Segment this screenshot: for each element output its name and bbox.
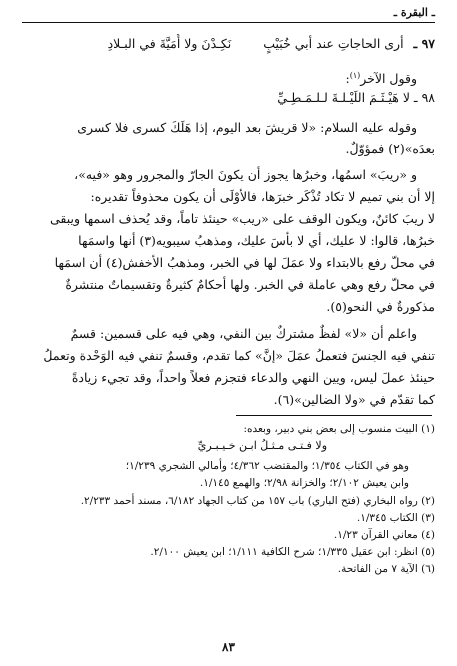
paragraph-line: في محلّ رفع وهي عاملة في الخبر. ولها أحكامٌ كثيرةٌ وتقسيماتٌ منتشرةٌ [65,277,435,292]
footnote-2: (٢) رواه البخاري (فتح الباري) باب ١٥٧ من كتاب الجهاد ٦/١٨٢، مسند أحمد ٢/٢٣٣. [80,495,435,507]
footnote-ref: (١) [349,71,361,80]
verse-97 [26,34,435,54]
paragraph-line: لا ريبَ كائنٌ، ويكون الوقف على «ريب» حينئذ تاماً، وقد يُحذف اسمها ويبقى [49,211,435,226]
footnote-3: (٣) الكتاب ١/٣٤٥. [356,512,435,524]
footnote-6: (٦) الآية ٧ من الفاتحة. [337,563,435,575]
footnote-1: (١) البيت منسوب إلى بعض بني دبير، وبعده: [243,423,435,435]
paragraph-line: واعلم أن «لا» لفظٌ مشتركٌ بين النفي، وهي فيه على قسمين: قسمٌ [70,326,417,341]
verse-98: ٩٨ ـ لا هَيْـثَـمَ اللَيْـلـةَ لـلـمَـطِـيِّ [277,90,435,105]
footnote-1-sources: وهو في الكتاب ١/٣٥٤؛ والمقتضب ٤/٣٦٢؛ وأمالي الشجري ١/٢٣٩؛ [125,460,409,472]
footnote-5: (٥) انظر: ابن عقيل ١/٣٣٥؛ شرح الكافية ١/١١١؛ ابن يعيش ٢/١٠٠. [150,546,435,558]
running-header [22,6,435,23]
footnote-1-verse: ولا فـتـى مـثـلُ ابـن خـيـبـريِّ [197,439,327,452]
paragraph-line: تنفي فيه الجنسَ فتعملُ عمَلَ «إنَّ» كما تقدم، وقسمٌ تنفي فيه الوَحْدة وتعملُ [43,348,435,363]
paragraph-line: مذكورةٌ في النحو(٥). [326,299,435,314]
paragraph-line: و «ريبَ» اسمُها، وخبرُها يجوز أن يكونَ الجارّ والمجرور وهو «فيه»، [74,167,417,182]
paragraph-line: بعدَه»(٢) فمؤوّلٌ. [345,141,435,156]
footnote-4: (٤) معاني القرآن ١/٢٣. [333,529,435,541]
page-number: ٨٣ [222,640,235,654]
sura-title: ـ البقرة ـ [393,6,435,19]
verse-number: ٩٧ ـ [413,36,435,51]
paragraph-line: في محلّ رفع بالابتداء ولا عمَلَ لها في الخبر، ومذهبُ الأخفش(٤) أن اسمَها [54,255,435,270]
paragraph-line: إلا أن بني تميم لا تكاد تُذْكَر خبرَها، فالأوْلَى أن يكون محذوفاً تقديره: [90,189,435,204]
paragraph-line: وقوله عليه السلام: «لا قريشَ بعد اليوم، إذا هَلَكَ كسرى فلا كسرى [77,120,417,135]
footnote-separator [236,415,432,416]
paragraph-line: حينئذ عملَ ليس، ويين النهي والدعاء فتجزم فعلاً واحداً، وقد تجيء زيادةً [71,370,435,385]
verse-second-hemistich: نَكِـدْنَ ولا أُمَيَّةَ في البـلادِ [107,36,232,51]
other-poet-intro: وقول الآخر$^{(١)}$: [345,71,417,87]
footnote-1-sources: وابن يعيش ٢/١٠٢؛ والخزانة ٢/٩٨؛ والهمع ١/١٤٥. [199,477,409,489]
paragraph-line: كما تقدّم في «ولا الضالين»(٦). [273,392,435,407]
verse-first-hemistich: أرى الحاجاتِ عند أبي خُبَيْبٍ [263,36,404,51]
paragraph-line: خبرُها، قالوا: لا عليك، أي لا بأسَ عليك، ومذهبُ سيبويه(٣) أنها واسمَها [78,233,435,248]
